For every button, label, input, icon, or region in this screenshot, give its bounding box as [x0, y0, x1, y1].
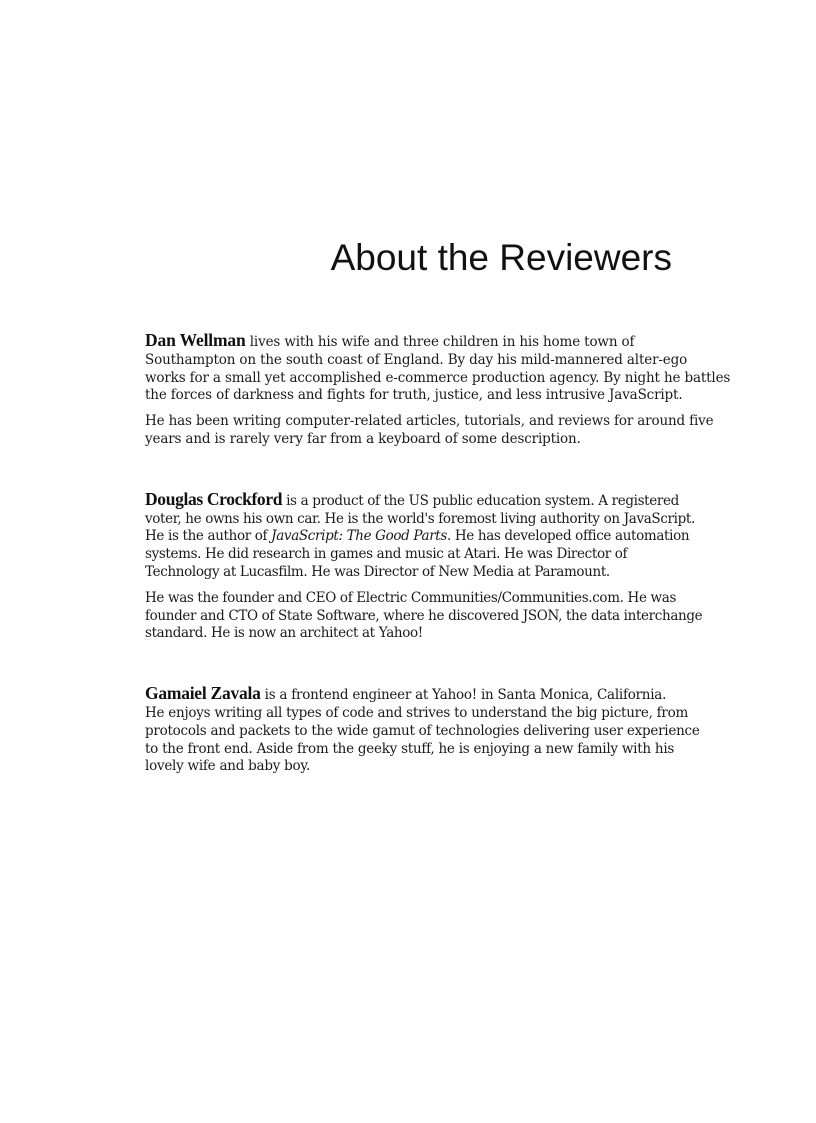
bio-line: Douglas Crockford is a product of the US public education system. A registered: [145, 488, 679, 509]
reviewer-bio-paragraph: [145, 413, 714, 449]
bio-line: He is the author of JavaScript: The Good Parts. He has developed office automation: [145, 528, 690, 545]
bio-line: lovely wife and baby boy.: [145, 758, 311, 775]
page-title: About the Reviewers: [330, 237, 672, 278]
bio-line: to the front end. Aside from the geeky stuff, he is enjoying a new family with his: [145, 740, 675, 757]
reviewer-name: Douglas Crockford: [145, 488, 283, 509]
bio-line: Dan Wellman lives with his wife and three children in his home town of: [145, 330, 635, 350]
reviewer-bio-paragraph: [145, 488, 695, 582]
reviewer-douglas-crockford: [145, 488, 703, 643]
bio-line: Technology at Lucasfilm. He was Director of New Media at Paramount.: [145, 563, 610, 580]
reviewer-dan-wellman: [145, 330, 731, 449]
bio-line: voter, he owns his own car. He is the world's foremost living authority on JavaScript.: [145, 510, 695, 527]
bio-line: standard. He is now an architect at Yahoo!: [145, 625, 423, 642]
bio-line: years and is rarely very far from a keyboard of some description.: [145, 430, 581, 447]
reviewer-gamaiel-zavala: [145, 683, 700, 776]
bio-line: Southampton on the south coast of England. By day his mild-mannered alter-ego: [145, 351, 688, 368]
bio-line: the forces of darkness and fights for truth, justice, and less intrusive JavaScript.: [145, 387, 683, 404]
bio-line: He enjoys writing all types of code and strives to understand the big picture, from: [145, 704, 689, 721]
reviewer-name: Gamaiel Zavala: [145, 683, 261, 704]
reviewers-section: [145, 330, 731, 776]
bio-line: He has been writing computer-related articles, tutorials, and reviews for around five: [145, 413, 714, 430]
reviewer-bio-paragraph: [145, 330, 731, 405]
book-title: JavaScript: The Good Parts: [271, 528, 447, 545]
reviewer-name: Dan Wellman: [145, 330, 246, 350]
bio-line: Gamaiel Zavala is a frontend engineer at Yahoo! in Santa Monica, California.: [145, 683, 667, 704]
bio-line: protocols and packets to the wide gamut of technologies delivering user experience: [145, 722, 700, 739]
bio-line: founder and CTO of State Software, where he discovered JSON, the data interchange: [145, 607, 703, 624]
reviewer-bio-paragraph: [145, 683, 700, 776]
bio-line: He was the founder and CEO of Electric Communities/Communities.com. He was: [145, 589, 677, 606]
bio-line: systems. He did research in games and music at Atari. He was Director of: [145, 546, 628, 563]
bio-line: works for a small yet accomplished e-commerce production agency. By night he battles: [145, 369, 731, 386]
reviewer-bio-paragraph: [145, 589, 703, 643]
